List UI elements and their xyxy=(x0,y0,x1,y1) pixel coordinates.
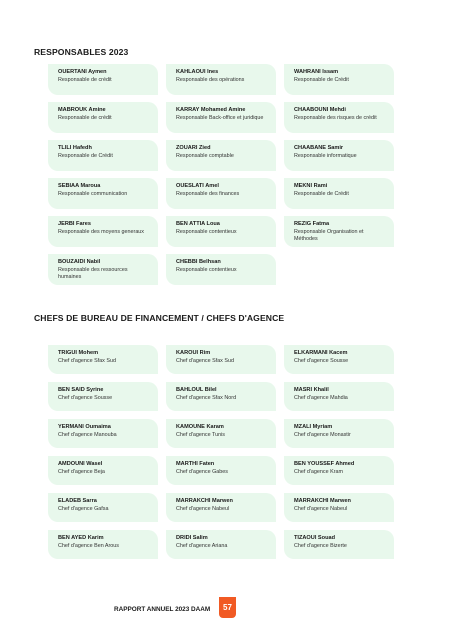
person-card xyxy=(166,254,276,285)
person-card xyxy=(284,382,394,411)
person-role: Chef d'agence Manouba xyxy=(58,432,117,438)
person-card xyxy=(48,345,158,374)
person-name: BAHLOUL Bilel xyxy=(176,387,217,393)
person-name: TRIGUI Mohem xyxy=(58,350,99,356)
person-name: TIZAOUI Souad xyxy=(294,535,336,541)
person-card xyxy=(284,456,394,485)
person-card xyxy=(166,140,276,171)
person-role: Chef d'agence Sousse xyxy=(294,358,349,364)
person-card xyxy=(166,456,276,485)
person-name: KAMOUNE Karam xyxy=(176,424,224,430)
person-role: Responsable Back-office et juridique xyxy=(176,115,264,121)
person-role: Responsable de crédit xyxy=(58,115,112,121)
person-role: Responsable des moyens generaux xyxy=(58,229,145,235)
person-name: BEN AYED Karim xyxy=(58,535,104,541)
person-card xyxy=(166,419,276,448)
person-card xyxy=(284,178,394,209)
person-role: Chef d'agence Mahdia xyxy=(294,395,348,401)
person-name: REZIG Fatma xyxy=(294,221,330,227)
person-card xyxy=(166,102,276,133)
person-role: Chef d'agence Bizerte xyxy=(294,543,347,549)
person-role: Chef d'agence Beja xyxy=(58,469,105,475)
person-name: KAHLAOUI Ines xyxy=(176,69,219,75)
person-name: MARTHI Faten xyxy=(176,461,215,467)
person-card xyxy=(166,345,276,374)
person-card xyxy=(166,530,276,559)
person-card xyxy=(284,345,394,374)
person-card xyxy=(48,254,158,285)
person-role: Responsable comptable xyxy=(176,153,234,159)
person-name: CHAABANE Samir xyxy=(294,145,344,151)
person-name: MZALI Myriam xyxy=(294,424,333,430)
person-name: ZOUARI Zied xyxy=(176,145,211,151)
person-name: BOUZAIDI Nabil xyxy=(58,259,101,265)
chefs-grid xyxy=(48,345,394,559)
section-title-chefs: CHEFS DE BUREAU DE FINANCEMENT / CHEFS D'AGENCE xyxy=(34,313,285,323)
person-role: Responsable de Crédit xyxy=(294,77,349,83)
person-role: Responsable des finances xyxy=(176,191,240,197)
person-role: Chef d'agence Nabeul xyxy=(294,506,348,512)
person-card xyxy=(166,382,276,411)
person-name: JERBI Fares xyxy=(58,221,91,227)
person-card xyxy=(166,178,276,209)
person-card xyxy=(284,140,394,171)
person-name: BEN YOUSSEF Ahmed xyxy=(294,461,355,467)
person-role: Responsable des opérations xyxy=(176,77,245,83)
person-role: Responsable des risques de crédit xyxy=(294,115,377,121)
person-role: Responsable de crédit xyxy=(58,77,112,83)
section-title-responsables: RESPONSABLES 2023 xyxy=(34,47,129,57)
person-role: Chef d'agence Monastir xyxy=(294,432,351,438)
person-name: OUERTANI Aymen xyxy=(58,69,107,75)
person-role: Responsable Organisation et Méthodes xyxy=(294,229,364,242)
person-name: AMDOUNI Wasel xyxy=(58,461,103,467)
person-name: DRIDI Salim xyxy=(176,535,208,541)
person-card xyxy=(48,530,158,559)
person-role: Responsable des ressources humaines xyxy=(58,267,128,280)
person-card xyxy=(48,178,158,209)
person-name: BEN ATTIA Loua xyxy=(176,221,220,227)
person-role: Chef d'agence Nabeul xyxy=(176,506,230,512)
person-name: CHEBBI Belhsan xyxy=(176,259,221,265)
person-card xyxy=(48,64,158,95)
person-role: Chef d'agence Ben Arous xyxy=(58,543,119,549)
person-name: KAROUI Rim xyxy=(176,350,211,356)
person-card xyxy=(48,216,158,247)
person-name: TLILI Hafedh xyxy=(58,145,92,151)
person-name: MARRAKCHI Marwen xyxy=(176,498,233,504)
person-card xyxy=(48,140,158,171)
person-card xyxy=(284,493,394,522)
person-role: Responsable de Crédit xyxy=(294,191,349,197)
person-card xyxy=(166,64,276,95)
person-name: CHAABOUNI Mehdi xyxy=(294,107,346,113)
person-role: Chef d'agence Sfax Sud xyxy=(176,358,234,364)
person-role: Chef d'agence Tunis xyxy=(176,432,225,438)
person-role: Chef d'agence Gafsa xyxy=(58,506,109,512)
person-name: SEBIAA Maroua xyxy=(58,183,101,189)
person-name: ELADEB Sarra xyxy=(58,498,97,504)
person-role: Responsable de Crédit xyxy=(58,153,113,159)
person-role: Chef d'agence Kram xyxy=(294,469,343,475)
person-role: Chef d'agence Gabes xyxy=(176,469,228,475)
person-card xyxy=(48,456,158,485)
person-name: BEN SAID Syrine xyxy=(58,387,104,393)
person-name: KARRAY Mohamed Amine xyxy=(176,107,246,113)
person-card xyxy=(48,419,158,448)
person-card xyxy=(284,419,394,448)
person-role: Responsable contentieux xyxy=(176,229,237,235)
person-name: WAHRANI Issam xyxy=(294,69,339,75)
person-card xyxy=(284,216,394,247)
person-card xyxy=(48,382,158,411)
person-role: Responsable informatique xyxy=(294,153,357,159)
person-role: Responsable contentieux xyxy=(176,267,237,273)
person-name: YERMANI Oumaima xyxy=(58,424,111,430)
person-card xyxy=(166,493,276,522)
person-name: OUESLATI Amel xyxy=(176,183,219,189)
person-card xyxy=(284,102,394,133)
person-card xyxy=(166,216,276,247)
person-name: ELKARMANI Kacem xyxy=(294,350,348,356)
person-name: MARRAKCHI Marwen xyxy=(294,498,351,504)
person-role: Chef d'agence Sousse xyxy=(58,395,113,401)
person-card xyxy=(48,493,158,522)
responsables-grid xyxy=(48,64,394,285)
page-number-badge: 57 xyxy=(219,597,236,618)
person-name: MABROUK Amine xyxy=(58,107,106,113)
person-card xyxy=(284,530,394,559)
person-name: MEKNI Rami xyxy=(294,183,328,189)
footer-report-title: RAPPORT ANNUEL 2023 DAAM xyxy=(114,606,211,613)
person-card xyxy=(48,102,158,133)
person-name: MASRI Khalil xyxy=(294,387,329,393)
person-role: Chef d'agence Ariana xyxy=(176,543,228,549)
person-card xyxy=(284,64,394,95)
person-role: Chef d'agence Sfax Sud xyxy=(58,358,116,364)
person-role: Chef d'agence Sfax Nord xyxy=(176,395,237,401)
person-role: Responsable communication xyxy=(58,191,128,197)
